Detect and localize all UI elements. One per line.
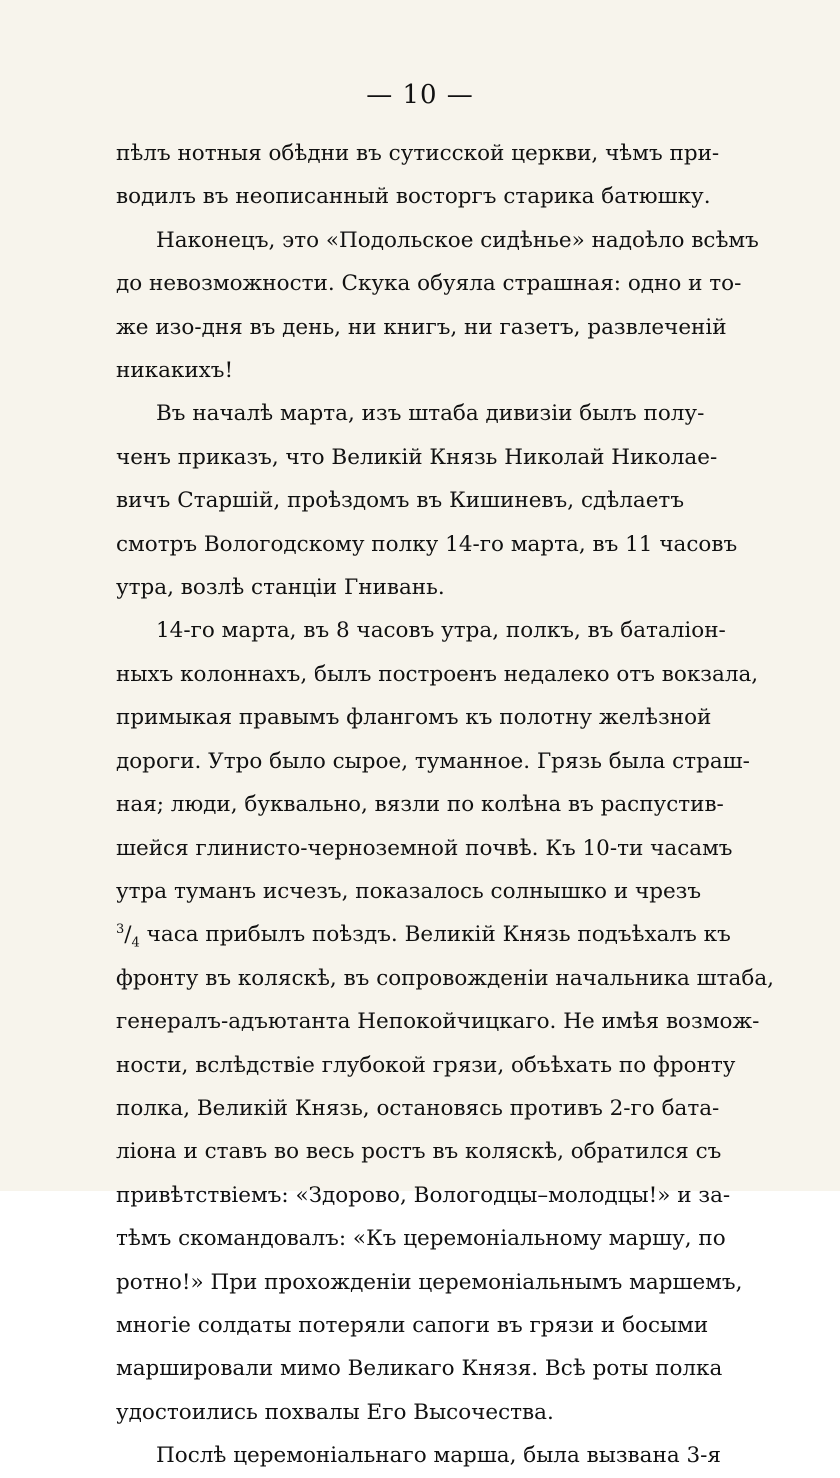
text-line: Въ началѣ марта, изъ штаба дивизіи былъ полу- [156, 401, 705, 427]
text-line: тѣмъ скомандовалъ: «Къ церемоніальному маршу, по [116, 1226, 726, 1252]
text-line: ліона и ставъ во весь ростъ въ коляскѣ, обратился съ [116, 1139, 722, 1165]
paragraph-4 [116, 609, 774, 1434]
paragraph-1 [116, 132, 720, 219]
text-line: генералъ-адъютанта Непокойчицкаго. Не имѣя возмож- [116, 1009, 760, 1035]
text-line: ная; люди, буквально, вязли по колѣна въ распустив- [116, 792, 724, 818]
text-line: ныхъ колоннахъ, былъ построенъ недалеко отъ вокзала, [116, 661, 759, 687]
text-line: 14-го марта, въ 8 часовъ утра, полкъ, въ баталіон- [156, 618, 726, 644]
body-text [116, 132, 774, 1478]
text-line: дороги. Утро было сырое, туманное. Грязь была страш- [116, 748, 750, 774]
text-line: водилъ въ неописанный восторгъ старика батюшку. [116, 184, 711, 210]
page-number: — 10 — [366, 80, 474, 110]
text-line: часа прибылъ поѣздъ. Великій Князь подъѣхалъ къ [146, 922, 731, 948]
fraction-numerator: 3 [116, 922, 125, 938]
text-line: шейся глинисто-черноземной почвѣ. Къ 10-ти часамъ [116, 835, 733, 861]
paragraph-3 [116, 392, 738, 609]
text-line: удостоились похвалы Его Высочества. [116, 1399, 554, 1425]
text-line: утра, возлѣ станціи Гнивань. [116, 575, 445, 601]
text-line: никакихъ! [116, 358, 234, 384]
text-line: смотръ Вологодскому полку 14-го марта, въ 11 часовъ [116, 531, 738, 557]
paragraph-5 [116, 1434, 721, 1477]
text-line: пѣлъ нотныя обѣдни въ сутисской церкви, чѣмъ при- [116, 141, 720, 166]
text-line: многіе солдаты потеряли сапоги въ грязи и босыми [116, 1312, 709, 1338]
text-line: ности, вслѣдствіе глубокой грязи, объѣхать по фронту [116, 1052, 736, 1078]
fraction-denominator: 4 [131, 935, 140, 951]
text-line: до невозможности. Скука обуяла страшная: одно и то- [116, 271, 742, 297]
text-line: фронту въ коляскѣ, въ сопровожденіи начальника штаба, [116, 965, 774, 991]
text-line-with-fraction: $^3/_4$ часа прибылъ поѣздъ. Великій Князь подъѣхалъ къ [116, 922, 731, 951]
text-line: привѣтствіемъ: «Здорово, Вологодцы–молодцы!» и за- [116, 1182, 731, 1208]
text-line: Послѣ церемоніальнаго марша, была вызвана 3-я [156, 1443, 721, 1469]
text-line: примыкая правымъ флангомъ къ полотну желѣзной [116, 705, 712, 731]
text-line: Наконецъ, это «Подольское сидѣнье» надоѣло всѣмъ [156, 227, 759, 253]
text-line: же изо-дня въ день, ни книгъ, ни газетъ, развлеченій [116, 314, 727, 340]
paragraph-2 [116, 219, 759, 393]
text-line: ротно!» При прохожденіи церемоніальнымъ маршемъ, [116, 1269, 743, 1295]
text-line: маршировали мимо Великаго Князя. Всѣ роты полка [116, 1356, 723, 1382]
text-line: полка, Великій Князь, остановясь противъ 2-го бата- [116, 1095, 720, 1121]
text-line: ченъ приказъ, что Великій Князь Николай Николае- [116, 444, 718, 470]
text-line: вичъ Старшій, проѣздомъ въ Кишиневъ, сдѣлаетъ [116, 488, 684, 514]
text-line: утра туманъ исчезъ, показалось солнышко и чрезъ [116, 878, 702, 904]
